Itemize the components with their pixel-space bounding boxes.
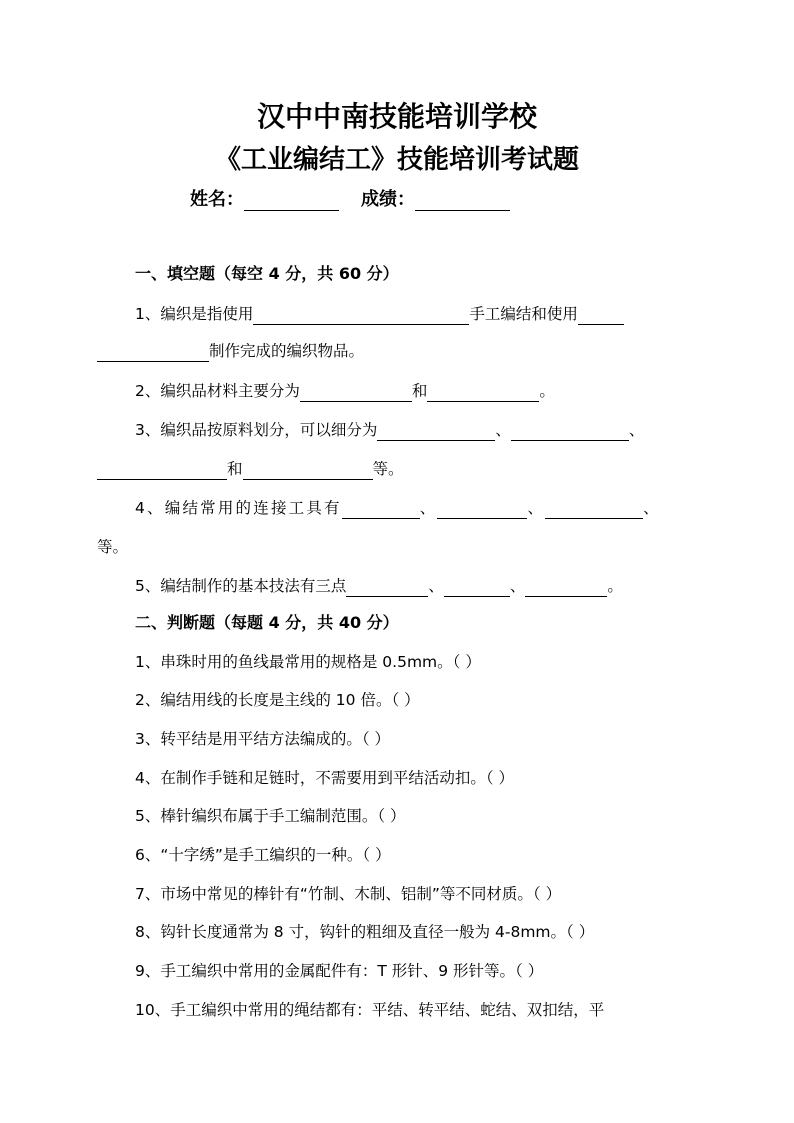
question-1-line-2: 制作完成的编织物品。 bbox=[97, 340, 364, 362]
blank[interactable] bbox=[578, 306, 624, 325]
tf-question-1: 1、串珠时用的鱼线最常用的规格是 0.5mm。（ ） bbox=[135, 653, 481, 671]
student-info-line bbox=[190, 185, 510, 211]
score-blank[interactable] bbox=[415, 192, 510, 211]
question-4-line-2: 等。 bbox=[97, 538, 129, 556]
blank[interactable] bbox=[444, 578, 510, 597]
name-blank[interactable] bbox=[244, 192, 339, 211]
question-2: 2、编织品材料主要分为 和 。 bbox=[135, 382, 555, 400]
section-heading-true-false: 二、判断题（每题 4 分，共 40 分） bbox=[135, 613, 399, 632]
exam-title: 《工业编结工》技能培训考试题 bbox=[214, 145, 579, 175]
question-4-line-1: 4、编结常用的连接工具有 、 、 、 bbox=[135, 499, 661, 517]
blank[interactable] bbox=[377, 422, 495, 441]
blank[interactable] bbox=[525, 578, 607, 597]
blank[interactable] bbox=[545, 500, 643, 519]
blank[interactable] bbox=[342, 500, 420, 519]
name-label: 姓名： bbox=[190, 189, 244, 210]
tf-question-6: 6、“十字绣”是手工编织的一种。（ ） bbox=[135, 846, 391, 864]
tf-question-4: 4、在制作手链和足链时，不需要用到平结活动扣。（ ） bbox=[135, 769, 515, 787]
blank[interactable] bbox=[253, 306, 469, 325]
blank[interactable] bbox=[300, 383, 412, 402]
tf-question-10: 10、手工编织中常用的绳结都有：平结、转平结、蛇结、双扣结，平 bbox=[135, 1001, 605, 1019]
question-3-line-1: 3、编织品按原料划分，可以细分为 、 、 bbox=[135, 421, 645, 439]
blank[interactable] bbox=[427, 383, 539, 402]
blank[interactable] bbox=[243, 461, 373, 480]
tf-question-7: 7、市场中常见的棒针有“竹制、木制、铝制”等不同材质。（ ） bbox=[135, 885, 562, 903]
score-label: 成绩： bbox=[361, 189, 415, 210]
blank[interactable] bbox=[97, 461, 227, 480]
tf-question-9: 9、手工编织中常用的金属配件有：T 形针、9 形针等。（ ） bbox=[135, 962, 544, 980]
question-3-line-2: 和 等。 bbox=[97, 458, 404, 480]
blank[interactable] bbox=[511, 422, 629, 441]
tf-question-2: 2、编结用线的长度是主线的 10 倍。（ ） bbox=[135, 691, 420, 709]
question-1-line-1: 1、编织是指使用 手工编结和使用 bbox=[135, 303, 624, 325]
question-5: 5、编结制作的基本技法有三点 、 、 。 bbox=[135, 577, 623, 595]
blank[interactable] bbox=[437, 500, 527, 519]
tf-question-8: 8、钩针长度通常为 8 寸，钩针的粗细及直径一般为 4-8mm。（ ） bbox=[135, 923, 595, 941]
blank[interactable] bbox=[346, 578, 428, 597]
blank[interactable] bbox=[97, 343, 209, 362]
school-title: 汉中中南技能培训学校 bbox=[256, 100, 537, 133]
section-heading-fill-blank: 一、填空题（每空 4 分，共 60 分） bbox=[135, 264, 399, 283]
tf-question-3: 3、转平结是用平结方法编成的。（ ） bbox=[135, 730, 391, 748]
tf-question-5: 5、棒针编织布属于手工编制范围。（ ） bbox=[135, 807, 406, 825]
